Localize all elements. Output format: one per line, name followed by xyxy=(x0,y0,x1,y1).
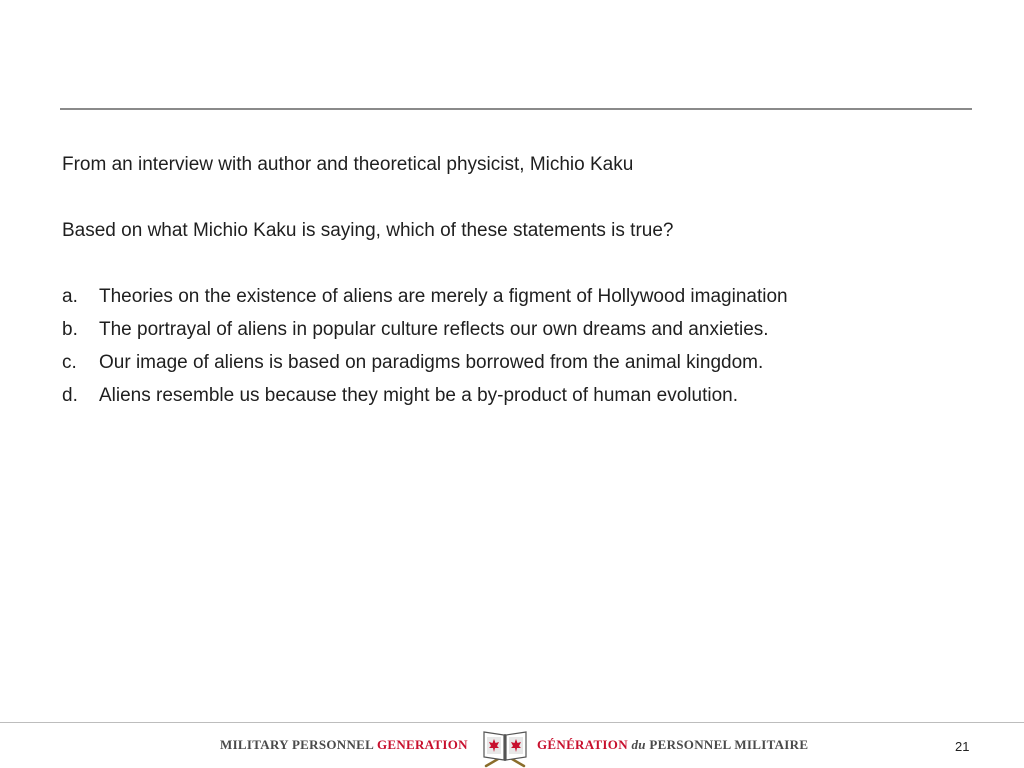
footer-title-english xyxy=(220,737,468,753)
slide-content xyxy=(62,152,962,416)
footer-english-accent: GENERATION xyxy=(376,737,468,752)
option-text: Theories on the existence of aliens are merely a figment of Hollywood imagination xyxy=(99,286,788,307)
page-number: 21 xyxy=(955,739,970,754)
option-letter: b. xyxy=(62,319,78,340)
option-b xyxy=(62,317,962,343)
option-letter: c. xyxy=(62,352,77,373)
answer-options xyxy=(62,284,962,409)
footer-divider xyxy=(0,722,1024,723)
question-text: Based on what Michio Kaku is saying, which of these statements is true? xyxy=(62,220,674,241)
option-c xyxy=(62,350,962,376)
footer-french-du: du xyxy=(631,737,646,752)
option-a xyxy=(62,284,962,310)
footer-french-accent: GÉNÉRATION xyxy=(537,737,628,752)
option-letter: d. xyxy=(62,385,78,406)
option-text: The portrayal of aliens in popular culture reflects our own dreams and anxieties. xyxy=(99,319,769,340)
footer-french-suffix: PERSONNEL MILITAIRE xyxy=(649,737,809,752)
footer-title-french xyxy=(537,737,808,753)
option-text: Aliens resemble us because they might be a by-product of human evolution. xyxy=(99,385,738,406)
option-letter: a. xyxy=(62,286,78,307)
footer-english-prefix: MILITARY PERSONNEL xyxy=(220,737,374,752)
interview-intro: From an interview with author and theoretical physicist, Michio Kaku xyxy=(62,154,634,175)
title-divider xyxy=(60,108,972,110)
option-text: Our image of aliens is based on paradigms borrowed from the animal kingdom. xyxy=(99,352,764,373)
military-book-logo-icon xyxy=(480,726,530,768)
footer xyxy=(0,724,1024,768)
option-d xyxy=(62,383,962,409)
